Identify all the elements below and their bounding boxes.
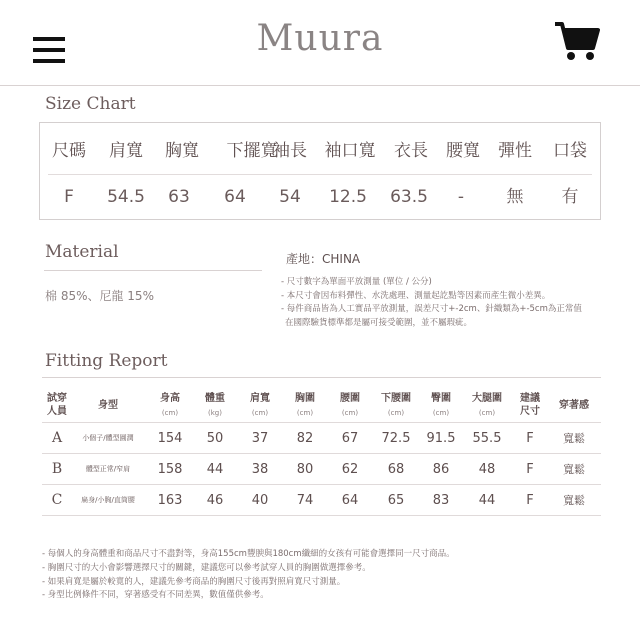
tester-label: C <box>51 492 63 508</box>
footnote-line: - 胸圍尺寸的大小會影響選擇尺寸的關鍵，建議您可以參考試穿人員的胸圍做選擇參考。 <box>42 562 371 573</box>
size-header-cell: 肩寬 <box>109 141 143 161</box>
size-header-cell: 袖口寬 <box>324 141 376 161</box>
tester-label: A <box>51 430 63 446</box>
size-value-cell: 64 <box>224 187 246 207</box>
table-cell: 74 <box>296 493 314 508</box>
measurement-notes <box>281 276 611 330</box>
table-cell: F <box>526 431 534 446</box>
table-cell: 44 <box>478 493 496 508</box>
body-type-cell: 體型正常/窄肩 <box>85 465 131 473</box>
size-chart-divider <box>48 174 592 175</box>
menu-bar <box>33 59 65 63</box>
size-value-cell: 無 <box>506 187 524 207</box>
fitting-divider <box>42 377 601 378</box>
table-cell: 72.5 <box>381 431 411 446</box>
note-line: 在國際驗貨標準都是屬可接受範圍，並不屬瑕疵。 <box>285 317 473 328</box>
size-header-cell: 袖長 <box>273 141 307 161</box>
table-row <box>42 422 601 453</box>
table-cell: F <box>526 493 534 508</box>
fitting-header-cell: 臀圍 (cm) <box>431 393 451 417</box>
shopping-cart-icon[interactable] <box>553 20 601 62</box>
table-cell: F <box>526 462 534 477</box>
table-cell: 40 <box>251 493 269 508</box>
size-value-cell: 12.5 <box>329 187 367 207</box>
table-cell: 80 <box>296 462 314 477</box>
footnote-line: - 每個人的身高體重和商品尺寸不盡對等，身高155cm豐腴與180cm纖細的女孩有可能會選擇同一尺寸商品。 <box>42 549 455 559</box>
fitting-header-cell: 穿著感 <box>559 400 589 411</box>
fitting-header-cell: 建議 尺寸 <box>520 393 540 417</box>
table-cell: 68 <box>387 462 405 477</box>
size-header-cell: 腰寬 <box>446 141 480 161</box>
table-cell: 46 <box>206 493 224 508</box>
size-value-cell: - <box>457 187 465 207</box>
size-header-cell: 口袋 <box>553 141 587 161</box>
size-value-cell: 63.5 <box>390 187 428 207</box>
table-row <box>42 484 601 515</box>
size-value-cell: 54 <box>279 187 301 207</box>
table-cell: 163 <box>157 493 183 508</box>
fitting-header-cell: 胸圍 (cm) <box>295 393 315 417</box>
size-chart-table <box>39 122 601 220</box>
note-line: - 本尺寸會因布料彈性、水洗處理、測量起訖點等因素而產生微小差異。 <box>281 290 551 301</box>
fitting-footnotes <box>42 548 612 603</box>
note-line: - 尺寸數字為單面平放測量 (單位 / 公分) <box>281 277 432 287</box>
table-cell: 44 <box>206 462 224 477</box>
table-cell: 50 <box>206 431 224 446</box>
table-cell: 86 <box>432 462 450 477</box>
fitting-header-cell: 下腰圍 (cm) <box>381 393 411 417</box>
size-chart-value-row <box>40 177 600 217</box>
table-cell: 37 <box>251 431 269 446</box>
table-cell: 82 <box>296 431 314 446</box>
fitting-header-cell: 體重 (kg) <box>205 393 225 417</box>
fitting-header-row <box>42 388 601 426</box>
footnote-line: - 身型比例條件不同，穿著感受有不同差異，數值僅供參考。 <box>42 590 269 601</box>
material-composition: 棉 85%、尼龍 15% <box>45 289 154 303</box>
size-chart-title: Size Chart <box>45 94 136 114</box>
table-cell: 寬鬆 <box>563 432 585 445</box>
table-cell: 158 <box>157 462 183 477</box>
fitting-report-title: Fitting Report <box>45 351 168 371</box>
footnote-line: - 如果肩寬是屬於較寬的人，建議先參考商品的胸圍尺寸後再對照肩寬尺寸測量。 <box>42 576 346 587</box>
table-row <box>42 453 601 484</box>
fitting-header-cell: 大腿圍 (cm) <box>472 393 502 417</box>
site-logo[interactable]: Muura <box>256 18 384 59</box>
size-header-cell: 胸寬 <box>165 141 199 161</box>
size-value-cell: F <box>64 187 74 207</box>
site-header <box>0 0 640 86</box>
table-cell: 38 <box>251 462 269 477</box>
fitting-header-cell: 肩寬 (cm) <box>250 393 270 417</box>
size-value-cell: 63 <box>168 187 190 207</box>
material-title: Material <box>45 242 119 262</box>
body-type-cell: 小個子/體型圓潤 <box>82 434 134 442</box>
table-cell: 91.5 <box>426 431 456 446</box>
size-header-cell: 彈性 <box>498 141 532 161</box>
origin-label: 產地：CHINA <box>286 252 361 266</box>
size-header-cell: 衣長 <box>394 141 428 161</box>
size-value-cell: 有 <box>561 187 579 207</box>
table-cell: 64 <box>341 493 359 508</box>
fitting-header-cell: 身高 (cm) <box>160 393 180 417</box>
fitting-header-cell: 身型 <box>98 400 118 411</box>
table-cell: 154 <box>157 431 183 446</box>
size-value-cell: 54.5 <box>107 187 145 207</box>
material-divider <box>44 270 262 271</box>
table-cell: 65 <box>387 493 405 508</box>
table-cell: 62 <box>341 462 359 477</box>
table-cell: 83 <box>432 493 450 508</box>
body-type-cell: 扁身/小胸/直筒腰 <box>81 496 135 504</box>
size-header-cell: 下擺寬 <box>226 141 278 161</box>
tester-label: B <box>51 461 63 477</box>
table-cell: 48 <box>478 462 496 477</box>
table-cell: 67 <box>341 431 359 446</box>
size-chart-header-row <box>40 131 600 171</box>
table-cell: 寬鬆 <box>563 463 585 476</box>
table-cell: 55.5 <box>472 431 502 446</box>
fitting-table-bottom-line <box>42 515 601 516</box>
note-line: - 每件商品皆為人工實品平放測量，誤差尺寸+-2cm、針織類為+-5cm為正常值 <box>281 304 582 314</box>
size-header-cell: 尺碼 <box>52 141 86 161</box>
fitting-header-cell: 試穿 人員 <box>47 393 67 417</box>
table-cell: 寬鬆 <box>563 494 585 507</box>
fitting-header-cell: 腰圍 (cm) <box>340 393 360 417</box>
